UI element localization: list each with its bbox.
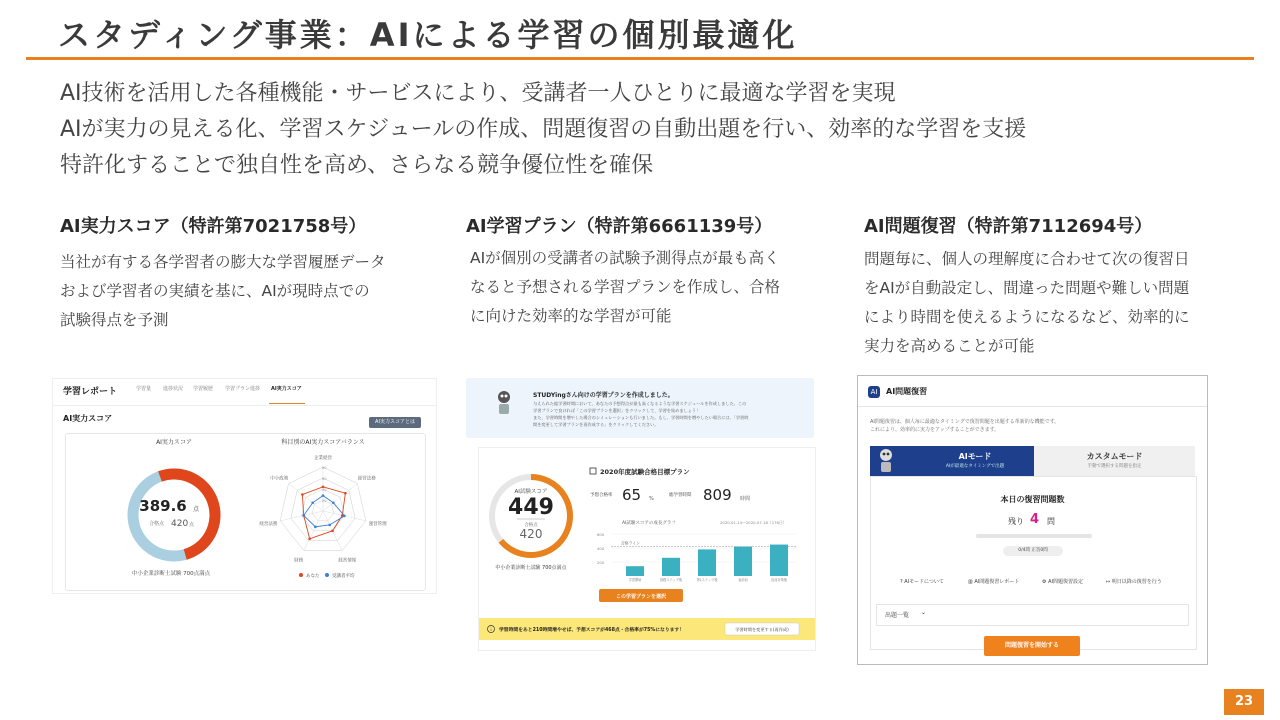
title-divider bbox=[26, 57, 1254, 60]
bullet-1: AI技術を活用した各種機能・サービスにより、受講者一人ひとりに最適な学習を実現 bbox=[60, 81, 896, 106]
chevron-down-icon: ⌄ bbox=[921, 609, 927, 616]
legend-you: あなた bbox=[306, 574, 320, 579]
calendar-icon bbox=[590, 468, 596, 474]
radar-axis-label: 運営管理 bbox=[368, 522, 387, 528]
custom-mode-tab[interactable] bbox=[1034, 446, 1195, 476]
report-title: 学習レポート bbox=[63, 387, 118, 397]
plan-screenshot bbox=[478, 447, 816, 651]
ai-score-screenshot bbox=[52, 378, 437, 594]
donut-title: AI実力スコア bbox=[156, 439, 192, 446]
custom-mode-label: カスタムモード bbox=[1086, 452, 1143, 461]
pass-label: 合格点 bbox=[149, 521, 165, 527]
radar-tick-label: 20 bbox=[322, 499, 327, 503]
question-list-label: 出題一覧 bbox=[885, 612, 910, 619]
growth-bar bbox=[734, 547, 752, 576]
col2-text: AIが個別の受講者の試験予測得点が最も高く なると予想される学習プランを作成し、合格 に向けた効率的な学習が可能 bbox=[470, 249, 781, 325]
score-value: 389.6 bbox=[139, 497, 187, 515]
tab-progress[interactable]: 進捗状況 bbox=[163, 386, 184, 392]
radar-point bbox=[344, 492, 347, 495]
radar-axis bbox=[280, 511, 323, 521]
radar-point bbox=[314, 526, 317, 529]
bar-label: 直前前 bbox=[738, 578, 748, 582]
y-tick-label: 600 bbox=[597, 532, 605, 537]
radar-axis-label: 経営情報 bbox=[338, 558, 357, 564]
tab-study-amount[interactable]: 学習量 bbox=[136, 386, 152, 392]
score-footer: 中小企業診断士試験 700点満点 bbox=[131, 571, 211, 577]
col1-heading: AI実力スコア（特許第7021758号） bbox=[60, 216, 367, 237]
plan-footer: 中小企業診断士試験 700点満点 bbox=[495, 565, 567, 571]
radar-point bbox=[322, 494, 325, 497]
y-tick-label: 200 bbox=[597, 560, 605, 565]
review-title: AI問題復習 bbox=[886, 387, 928, 396]
change-hours-button[interactable]: 学習時間を変更する(再作成) bbox=[735, 627, 789, 632]
growth-bar-chart bbox=[597, 532, 797, 582]
radar-point bbox=[302, 514, 305, 517]
panel-title: AI実力スコア bbox=[63, 414, 113, 423]
radar-tick-label: 40 bbox=[322, 488, 327, 492]
about-ai-score-button[interactable]: AI実力スコアとは bbox=[369, 417, 421, 428]
score-unit: 点 bbox=[193, 506, 200, 513]
plan-pass-score: 420 bbox=[519, 527, 543, 541]
radar-point bbox=[311, 501, 314, 504]
plan-score: 449 bbox=[508, 495, 554, 520]
custom-mode-sub: 手動で選択する問題を指定 bbox=[1087, 464, 1142, 469]
radar-axis-label: 中小政策 bbox=[270, 476, 289, 482]
col3-text: 問題毎に、個人の理解度に合わせて次の復習日 をAIが自動設定し、間違った問題や難しい問題 により時間を使えるようになるなど、効率的に 実力を高めることが可能 bbox=[864, 250, 1190, 355]
pass-unit: 点 bbox=[189, 522, 195, 528]
radar-axis bbox=[323, 484, 357, 511]
legend-you-dot bbox=[299, 573, 303, 577]
active-tab-indicator bbox=[269, 403, 305, 404]
expected-unit: % bbox=[649, 496, 654, 502]
tab-ai-score[interactable]: AI実力スコア bbox=[271, 386, 302, 392]
plan-title: 2020年度試験合格目標プラン bbox=[600, 468, 690, 476]
col3-heading: AI問題復習（特許第7112694号） bbox=[864, 216, 1153, 237]
radar-point bbox=[331, 530, 334, 533]
remaining-unit: 問 bbox=[1047, 517, 1055, 526]
radar-axis-label: 財務 bbox=[294, 558, 304, 564]
slide-title: スタディング事業：AIによる学習の個別最適化 bbox=[58, 16, 798, 54]
ring-label: AI試験スコア bbox=[514, 489, 548, 495]
radar-point bbox=[328, 524, 331, 527]
radar-point bbox=[322, 486, 325, 489]
page-number: 23 bbox=[1224, 689, 1264, 715]
tab-plan-progress[interactable]: 学習プラン進捗 bbox=[225, 386, 261, 392]
ai-mode-sub: AIが最適なタイミングで出題 bbox=[945, 464, 1005, 469]
review-settings-link[interactable]: ⚙ AI問題復習設定 bbox=[1042, 579, 1083, 585]
radar-axis-label: 企業経営 bbox=[314, 456, 332, 461]
radar-tick-label: 80 bbox=[322, 466, 327, 470]
tab-history[interactable]: 学習履歴 bbox=[193, 386, 214, 392]
ai-review-logo-icon: AI bbox=[868, 386, 880, 398]
start-review-button[interactable]: 問題復習を開始する bbox=[984, 636, 1080, 656]
plan-pass-label: 合格点 bbox=[524, 523, 538, 528]
radar-axis-label: 経営法務 bbox=[259, 522, 278, 528]
radar-point bbox=[343, 515, 346, 518]
growth-bar bbox=[626, 566, 644, 576]
remaining-count: 4 bbox=[1030, 512, 1040, 527]
svg-text:i: i bbox=[490, 628, 492, 633]
expected-value: 65 bbox=[622, 486, 642, 504]
bullet-2: AIが実力の見える化、学習スケジュールの作成、問題復習の自動出題を行い、効率的な学習を支援 bbox=[60, 117, 1027, 142]
pass-line-label: 合格ライン bbox=[621, 540, 640, 546]
radar-point bbox=[332, 501, 335, 504]
plan-chart bbox=[479, 448, 815, 650]
bullet-3: 特許化することで独自性を高め、さらなる競争優位性を確保 bbox=[60, 153, 654, 178]
legend-avg-dot bbox=[325, 573, 329, 577]
radar-chart bbox=[259, 454, 387, 564]
growth-bar bbox=[770, 545, 788, 576]
bar-label: 基礎ステップ後 bbox=[659, 578, 683, 582]
ai-score-chart bbox=[65, 433, 424, 589]
graph-range: 2020-01-14～2020-07-18（178日） bbox=[720, 520, 787, 525]
col1-text: 当社が有する各学習者の膨大な学習履歴データ および学習者の実績を基に、AIが現時点での 試験得点を予測 bbox=[60, 253, 386, 329]
radar-tick-label: 60 bbox=[322, 477, 327, 481]
question-list-dropdown[interactable] bbox=[876, 604, 1189, 626]
robot-icon bbox=[496, 390, 510, 414]
radar-axis bbox=[289, 484, 323, 511]
review-progress-bar bbox=[976, 534, 1092, 538]
plan-header: STUDYingさん向けの学習プランを作成しました。 bbox=[533, 392, 674, 399]
review-report-link[interactable]: ▥ AI問題復習レポート bbox=[968, 579, 1020, 585]
about-ai-mode-link[interactable]: ? AIモードについて bbox=[900, 579, 944, 585]
hours-unit: 時間 bbox=[740, 496, 751, 502]
growth-bar bbox=[698, 549, 716, 576]
expected-label: 予想合格率 bbox=[590, 493, 613, 498]
ai-mode-tab[interactable] bbox=[870, 446, 1034, 476]
notice-text: 学習時間をあと210時間増やせば、予想スコアが468点・合格率が75%になります！ bbox=[499, 628, 685, 633]
remaining-label: 残り bbox=[1008, 517, 1024, 526]
hours-value: 809 bbox=[703, 486, 732, 504]
select-plan-button[interactable]: この学習プランを選択 bbox=[615, 594, 667, 600]
radar-title: 科目別のAI実力スコアバランス bbox=[281, 439, 365, 446]
legend-avg: 受講者平均 bbox=[332, 574, 355, 579]
ai-mode-label: AIモード bbox=[958, 452, 992, 461]
col2-heading: AI学習プラン（特許第6661139号） bbox=[466, 216, 773, 237]
hours-label: 総学習時間 bbox=[669, 493, 692, 498]
progress-text: 0/4問 正答0問 bbox=[1003, 546, 1063, 556]
next-review-link[interactable]: ↦ 明日以降の復習を行う bbox=[1106, 579, 1162, 585]
bar-label: 学習開始 bbox=[628, 578, 642, 582]
review-description: AI問題復習は、個人毎に最適なタイミングで復習問題を出題する革新的な機能です。 これにより、効率的に実力をアップすることができます。 bbox=[870, 419, 1060, 433]
bar-label: 第1ステップ後 bbox=[696, 578, 718, 582]
growth-bar bbox=[662, 558, 680, 576]
bar-label: 直前対策後 bbox=[771, 578, 787, 582]
graph-title: AI試験スコアの成長グラフ bbox=[622, 521, 676, 526]
robot-icon bbox=[876, 448, 896, 474]
review-screenshot bbox=[857, 375, 1208, 665]
radar-point bbox=[308, 537, 311, 540]
today-title: 本日の復習問題数 bbox=[1000, 495, 1065, 504]
pass-score: 420 bbox=[171, 519, 189, 529]
plan-intro-box bbox=[466, 378, 814, 438]
radar-point bbox=[301, 493, 304, 496]
plan-description: 与えられた総学習時間において、あなたの予想得点が最も高くなるような学習スケジュールを作成しました。この 学習プランで良ければ「この学習プランを選択」をクリックして、学習を始めましょう！ また、学習時間を増やした場合のシミュレーションも行いました。もし、学習時間を増やしたい場合には、「学習時 間を変更して学習プランを再作成する」をクリックしてください。 bbox=[533, 401, 749, 427]
y-tick-label: 400 bbox=[597, 546, 605, 551]
radar-axis-label: 経営法務 bbox=[357, 476, 376, 482]
